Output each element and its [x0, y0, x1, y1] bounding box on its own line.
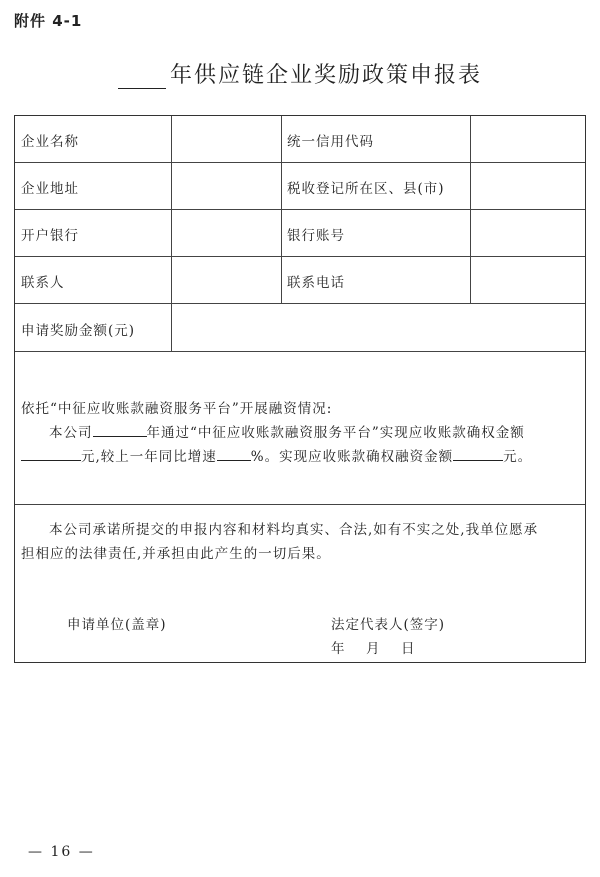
date-label: 年 月 日 [331, 641, 419, 657]
row-divider [15, 162, 585, 163]
company-address-label: 企业地址 [21, 181, 79, 197]
row-divider [15, 504, 585, 505]
row-divider [15, 351, 585, 352]
application-form-table [14, 115, 586, 663]
financing-line-1 [49, 421, 525, 441]
column-divider [171, 116, 172, 351]
financing-line-2 [21, 445, 532, 465]
contact-person-label: 联系人 [21, 275, 65, 291]
bank-label: 开户银行 [21, 228, 79, 244]
applicant-seal-label: 申请单位(盖章) [67, 617, 167, 633]
confirmed-amount-blank [21, 446, 81, 461]
financing-line-1-b: 年通过“中征应收账款融资服务平台”实现应收账款确权金额 [146, 425, 525, 441]
financing-line-2-c: 元。 [503, 449, 533, 465]
row-divider [15, 209, 585, 210]
financing-amount-blank [453, 446, 503, 461]
financing-line-2-b: %。实现应收账款确权融资金额 [250, 449, 454, 465]
financing-line-2-a: 元,较上一年同比增速 [81, 449, 217, 465]
financing-line-1-a: 本公司 [49, 425, 93, 441]
year-blank [118, 68, 166, 89]
page-number: — 16 — [28, 844, 95, 860]
page-title [0, 58, 600, 89]
growth-rate-blank [217, 446, 251, 461]
row-divider [15, 256, 585, 257]
title-text: 年供应链企业奖励政策申报表 [169, 63, 482, 88]
column-divider [281, 116, 282, 303]
commitment-line-2: 担相应的法律责任,并承担由此产生的一切后果。 [21, 546, 331, 562]
tax-district-label: 税收登记所在区、县(市) [287, 181, 445, 197]
bank-account-label: 银行账号 [287, 228, 345, 244]
contact-phone-label: 联系电话 [287, 275, 345, 291]
column-divider [470, 116, 471, 303]
legal-representative-label: 法定代表人(签字) [331, 617, 446, 633]
reward-amount-label: 申请奖励金额(元) [21, 323, 136, 339]
year-fill-blank [93, 422, 147, 437]
financing-heading: 依托“中征应收账款融资服务平台”开展融资情况: [21, 401, 333, 417]
attachment-label: 附件 4-1 [14, 12, 83, 30]
commitment-line-1: 本公司承诺所提交的申报内容和材料均真实、合法,如有不实之处,我单位愿承 [49, 522, 539, 538]
credit-code-label: 统一信用代码 [287, 134, 374, 150]
company-name-label: 企业名称 [21, 134, 79, 150]
row-divider [15, 303, 585, 304]
